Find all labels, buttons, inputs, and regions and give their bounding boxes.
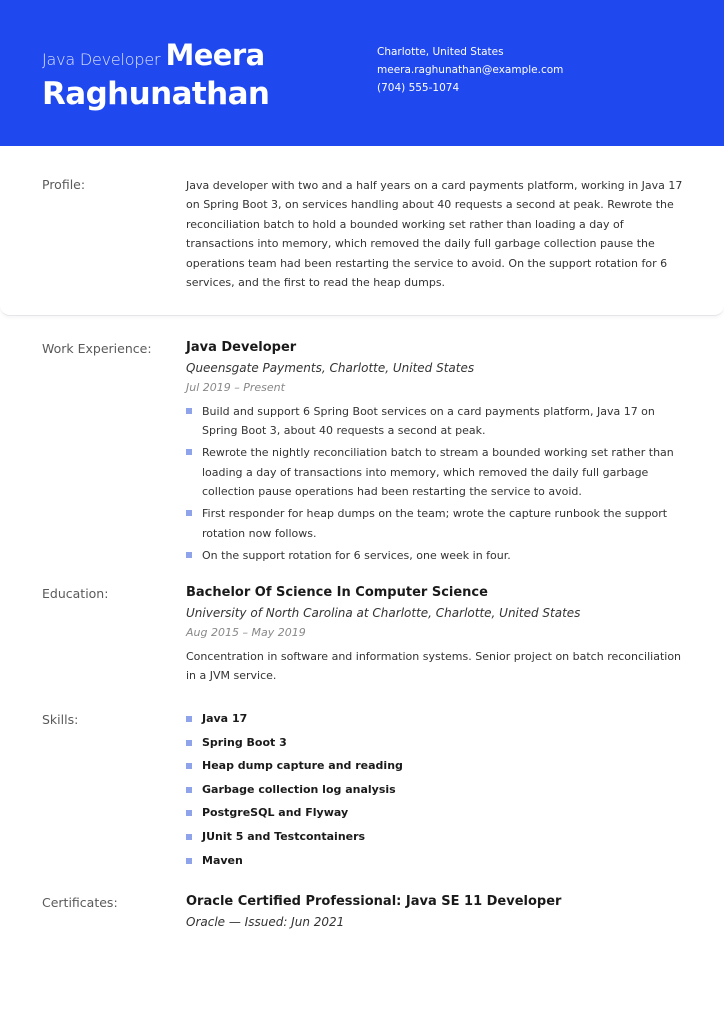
bullet-square-icon — [186, 716, 192, 722]
certificates-label: Certificates: — [42, 895, 118, 910]
job-dates: Jul 2019 – Present — [186, 381, 285, 394]
skills-section — [186, 707, 686, 872]
education-description: Concentration in software and information systems. Senior project on batch reconciliation in a JVM service. — [186, 650, 682, 683]
skill-item: Spring Boot 3 — [186, 731, 686, 755]
skills-list — [186, 707, 686, 872]
bullet-square-icon — [186, 552, 192, 558]
list-item: First responder for heap dumps on the team; wrote the capture runbook the support rotation now follows. — [186, 504, 686, 543]
contact-location: Charlotte, United States — [377, 46, 504, 58]
name-block — [42, 38, 362, 111]
bullet-square-icon — [186, 510, 192, 516]
contact-info — [377, 43, 563, 97]
skill-item: Java 17 — [186, 707, 686, 731]
certificate-issuer: Oracle — Issued: Jun 2021 — [186, 915, 345, 929]
bullet-square-icon — [186, 858, 192, 864]
work-experience-section — [186, 338, 686, 568]
skill-item: Heap dump capture and reading — [186, 754, 686, 778]
name-line — [42, 38, 362, 77]
list-item: Rewrote the nightly reconciliation batch to stream a bounded working set rather than loading a day of transactions into memory, which removed the daily full garbage collection pause operations had been restarting the service to avoid. — [186, 443, 686, 501]
education-section — [186, 583, 686, 686]
work-experience-label: Work Experience: — [42, 341, 152, 356]
job-bullets — [186, 402, 686, 565]
first-name: Meera — [165, 38, 265, 72]
skills-label: Skills: — [42, 712, 79, 727]
education-dates: Aug 2015 – May 2019 — [186, 626, 306, 639]
skill-item: Garbage collection log analysis — [186, 778, 686, 802]
list-item: Build and support 6 Spring Boot services on a card payments platform, Java 17 on Spring Boot 3, about 40 requests a second at peak. — [186, 402, 686, 441]
job-title: Java Developer — [186, 340, 297, 355]
job-role: Java Developer — [42, 50, 161, 69]
degree: Bachelor Of Science In Computer Science — [186, 585, 488, 600]
last-name: Raghunathan — [42, 76, 270, 112]
bullet-square-icon — [186, 787, 192, 793]
skill-item: JUnit 5 and Testcontainers — [186, 825, 686, 849]
certificate-title: Oracle Certified Professional: Java SE 11 Developer — [186, 894, 562, 909]
bullet-square-icon — [186, 810, 192, 816]
bullet-square-icon — [186, 763, 192, 769]
school: University of North Carolina at Charlotte, Charlotte, United States — [186, 606, 581, 620]
certificates-section — [186, 892, 686, 932]
employer: Queensgate Payments, Charlotte, United States — [186, 361, 475, 375]
skill-item: PostgreSQL and Flyway — [186, 801, 686, 825]
profile-label: Profile: — [42, 177, 86, 192]
education-label: Education: — [42, 586, 109, 601]
list-item: On the support rotation for 6 services, one week in four. — [186, 546, 686, 565]
bullet-square-icon — [186, 408, 192, 414]
bullet-square-icon — [186, 449, 192, 455]
contact-phone[interactable]: (704) 555-1074 — [377, 82, 460, 94]
bullet-square-icon — [186, 740, 192, 746]
profile-section — [0, 146, 724, 316]
contact-email[interactable]: meera.raghunathan@example.com — [377, 64, 564, 76]
bullet-square-icon — [186, 834, 192, 840]
skill-item: Maven — [186, 849, 686, 873]
profile-text: Java developer with two and a half years on a card payments platform, working in Java 17 on Spring Boot 3, on services handling about 40 requests a second at peak. Rewrote the reconciliation batch to hold a bounded working set rather than loading a day of transactions into memory, which removed the daily full garbage collection pause the operations team had been restarting the service to avoid. On the support rotation for 6 services, and the first to read the heap dumps. — [186, 179, 683, 290]
resume-header — [0, 0, 724, 146]
